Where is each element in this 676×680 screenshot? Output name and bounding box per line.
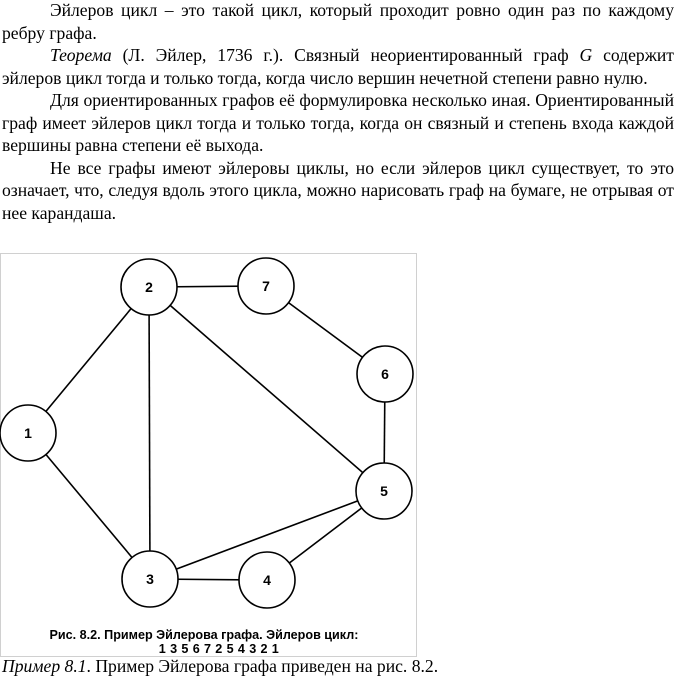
figure-frame xyxy=(1,254,417,657)
figure-caption: Рис. 8.2. Пример Эйлерова графа. Эйлеров цикл: xyxy=(49,628,359,642)
vertex-7 xyxy=(238,258,294,314)
vertex-5 xyxy=(356,463,412,519)
vertex-label: 7 xyxy=(262,278,270,294)
paragraph-text: Эйлеров цикл – это такой цикл, который проходит ровно один раз по каждому ребру графа. xyxy=(2,0,674,43)
theorem-attribution: (Л. Эйлер, 1736 г.). xyxy=(111,45,295,65)
vertex-3 xyxy=(122,551,178,607)
vertex-2 xyxy=(121,259,177,315)
vertex-label: 6 xyxy=(381,366,389,382)
example-line xyxy=(2,655,438,677)
theorem-text-a: Связный неориентированный граф xyxy=(294,45,580,65)
example-label: Пример 8.1 xyxy=(2,656,87,676)
figure-euler-graph xyxy=(0,253,418,657)
vertex-label: 4 xyxy=(263,572,271,588)
vertex-label: 1 xyxy=(24,425,32,441)
paragraph-directed-graphs xyxy=(2,89,674,157)
vertex-label: 3 xyxy=(146,571,154,587)
vertex-1 xyxy=(0,405,56,461)
edge-2-3 xyxy=(149,287,150,579)
paragraph-euler-theorem xyxy=(2,44,674,89)
paragraph-euler-cycle-definition xyxy=(2,0,674,44)
example-text: . Пример Эйлерова графа приведен на рис. 8.2. xyxy=(86,656,439,676)
graph-diagram xyxy=(0,253,418,657)
vertex-label: 2 xyxy=(145,279,153,295)
paragraph-text: Для ориентированных графов её формулировка несколько иная. Ориентированный граф имеет эйлеров цикл тогда и только тогда, когда он связный и степень входа каждой вершины равна степени её выхода. xyxy=(2,90,674,155)
vertex-6 xyxy=(357,346,413,402)
paragraph-drawing-without-lifting xyxy=(2,157,674,225)
graph-variable: G xyxy=(579,45,593,65)
theorem-text-b: содержит эйлеров цикл тогда и только тогда, когда число вершин нечетной степени равно нулю. xyxy=(2,45,674,88)
vertex-label: 5 xyxy=(380,483,388,499)
paragraph-text: Не все графы имеют эйлеровы циклы, но если эйлеров цикл существует, то это означает, что, следуя вдоль этого цикла, можно нарисовать граф на бумаге, не отрывая от нее карандаша. xyxy=(2,157,674,223)
figure-caption-cycle: 1 3 5 6 7 2 5 4 3 2 1 xyxy=(158,642,280,656)
body-text xyxy=(2,0,674,224)
theorem-label: Теорема xyxy=(50,45,112,65)
vertex-4 xyxy=(239,552,295,608)
